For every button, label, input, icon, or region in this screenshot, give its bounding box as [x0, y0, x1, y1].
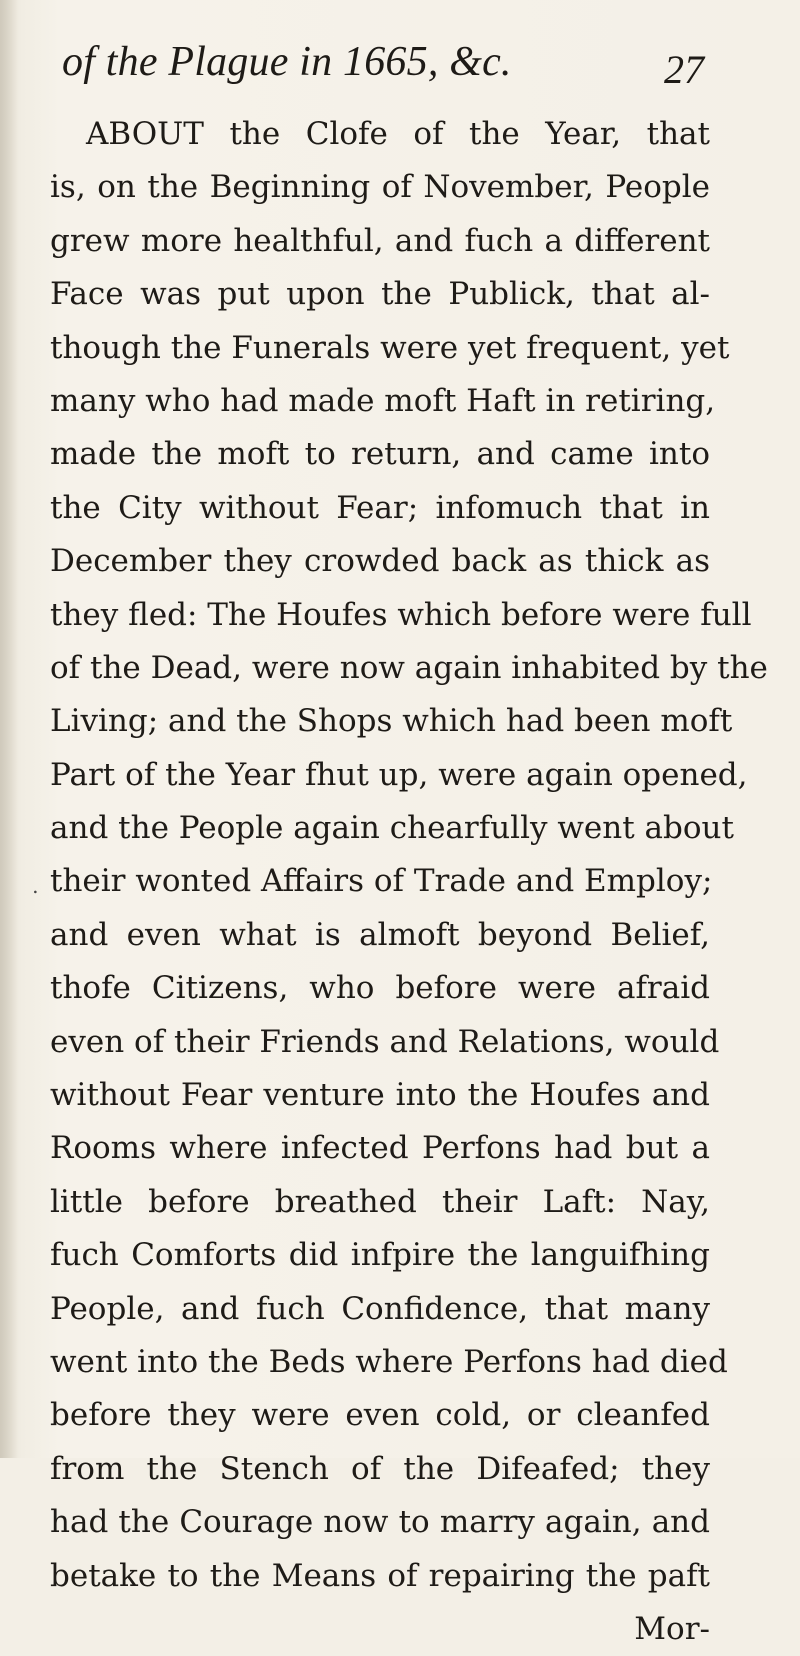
body-text [50, 108, 768, 1656]
text-line: even of their Friends and Relations, would [50, 1023, 720, 1060]
text-line: made the moft to return, and came into [50, 436, 710, 473]
text-line: People, and fuch Confidence, that many [50, 1290, 710, 1327]
text-line: before they were even cold, or cleanfed [50, 1397, 710, 1434]
text-line: Part of the Year fhut up, were again opened, [50, 756, 748, 793]
text-line: they fled: The Houfes which before were full [50, 596, 752, 633]
catchword: Mor- [634, 1610, 710, 1647]
text-line: December they crowded back as thick as [50, 543, 710, 580]
text-line: grew more healthful, and fuch a different [50, 222, 710, 259]
text-line: of the Dead, were now again inhabited by the [50, 649, 768, 686]
text-line: and even what is almoft beyond Belief, [50, 916, 710, 953]
text-line: is, on the Beginning of November, People [50, 169, 710, 206]
text-line: many who had made moft Haft in retiring, [50, 382, 716, 419]
text-line: though the Funerals were yet frequent, yet [50, 329, 730, 366]
text-line: the City without Fear; infomuch that in [50, 489, 710, 526]
text-line: had the Courage now to marry again, and [50, 1504, 710, 1541]
margin-mark: ․ [32, 874, 39, 898]
text-line: betake to the Means of repairing the paft [50, 1557, 710, 1594]
text-line: Living; and the Shops which had been moft [50, 703, 733, 740]
text-line: little before breathed their Laft: Nay, [50, 1183, 710, 1220]
text-line: and the People again chearfully went about [50, 810, 734, 847]
text-line: went into the Beds where Perfons had died [50, 1343, 728, 1380]
text-line: Face was put upon the Publick, that al- [50, 276, 710, 313]
text-line: fuch Comforts did infpire the languifhing [50, 1237, 710, 1274]
text-line: ABOUT the Clofe of the Year, that [86, 116, 710, 152]
text-line: their wonted Affairs of Trade and Employ; [50, 863, 713, 900]
text-line: Rooms where infected Perfons had but a [50, 1130, 710, 1167]
binding-shadow [0, 0, 18, 1458]
text-line: without Fear venture into the Houfes and [50, 1077, 710, 1114]
page-number: 27 [664, 47, 704, 92]
text-line: from the Stench of the Difeafed; they [50, 1450, 710, 1487]
text-line: thofe Citizens, who before were afraid [50, 970, 710, 1007]
running-head: of the Plague in 1665, &c. [62, 39, 512, 85]
